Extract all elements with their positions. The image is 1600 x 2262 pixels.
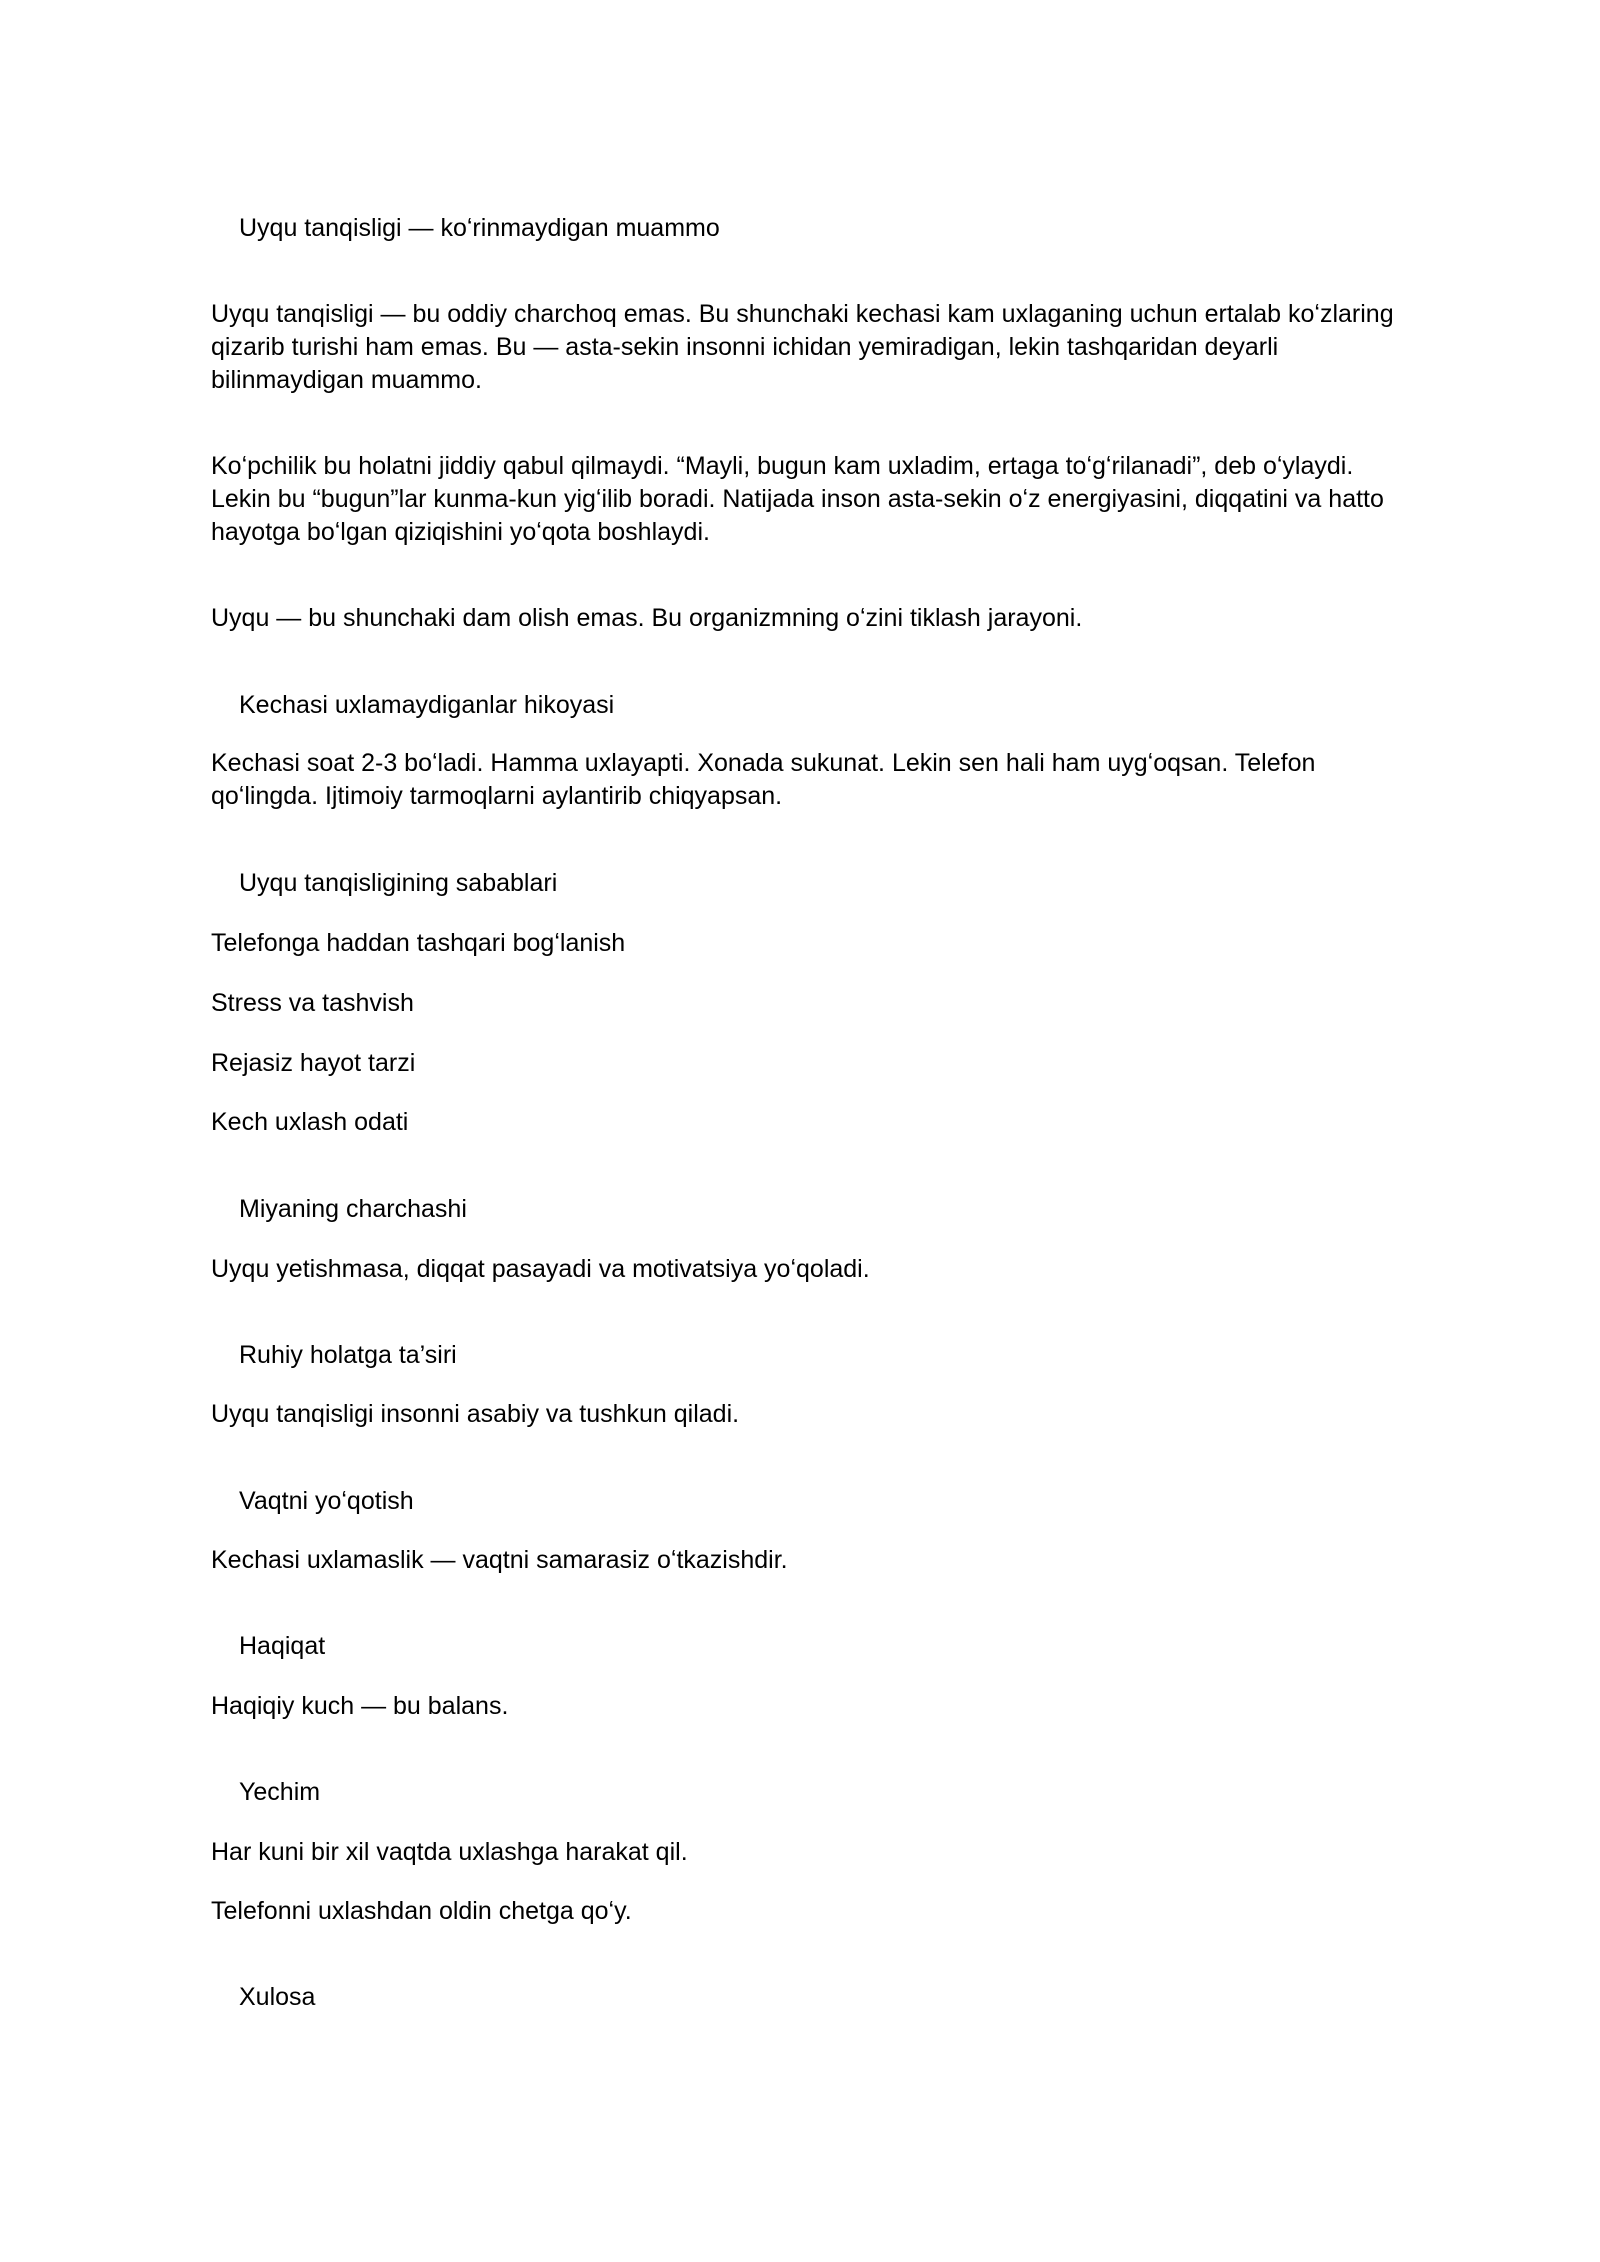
section-text-time: Kechasi uxlamaslik — vaqtni samarasiz oʻtkazishdir. xyxy=(211,1546,788,1574)
cause-item: Kech uxlash odati xyxy=(211,1108,409,1136)
cause-item: Telefonga haddan tashqari bogʻlanish xyxy=(211,929,626,957)
section-text-brain: Uyqu yetishmasa, diqqat pasayadi va motivatsiya yoʻqoladi. xyxy=(211,1255,870,1283)
section-heading-solution: Yechim xyxy=(239,1778,321,1806)
section-text-night: Kechasi soat 2-3 boʻladi. Hamma uxlayapti. Xonada sukunat. Lekin sen hali ham uygʻoqsan. Telefon qoʻlingda. Ijtimoiy tarmoqlarni aylantirib chiqyapsan. xyxy=(211,749,1316,810)
section-heading-truth: Haqiqat xyxy=(239,1632,326,1660)
section-text-truth: Haqiqiy kuch — bu balans. xyxy=(211,1692,509,1720)
section-heading-night: Kechasi uxlamaydiganlar hikoyasi xyxy=(239,691,615,719)
section-heading-conclusion: Xulosa xyxy=(239,1983,316,2011)
section-heading-brain: Miyaning charchashi xyxy=(239,1195,467,1223)
intro-paragraph-1: Uyqu tanqisligi — bu oddiy charchoq emas. Bu shunchaki kechasi kam uxlaganing uchun ertalab koʻzlaring qizarib turishi ham emas. Bu — asta-sekin insonni ichidan yemiradigan, lekin tashqaridan deyarli bilinmaydigan muammo. xyxy=(211,300,1394,394)
intro-paragraph-3: Uyqu — bu shunchaki dam olish emas. Bu organizmning oʻzini tiklash jarayoni. xyxy=(211,604,1083,632)
document-title: Uyqu tanqisligi — koʻrinmaydigan muammo xyxy=(239,214,720,242)
intro-paragraph-2: Koʻpchilik bu holatni jiddiy qabul qilmaydi. “Mayli, bugun kam uxladim, ertaga toʻgʻrilanadi”, deb oʻylaydi. Lekin bu “bugun”lar kunma-kun yigʻilib boradi. Natijada inson asta-sekin oʻz energiyasini, diqqatini va hatto hayotga boʻlgan qiziqishini yoʻqota boshlaydi. xyxy=(211,452,1384,546)
section-text-mental: Uyqu tanqisligi insonni asabiy va tushkun qiladi. xyxy=(211,1400,740,1428)
section-heading-mental: Ruhiy holatga ta’siri xyxy=(239,1341,457,1369)
section-heading-causes: Uyqu tanqisligining sabablari xyxy=(239,869,558,897)
solution-item: Har kuni bir xil vaqtda uxlashga harakat qil. xyxy=(211,1838,688,1866)
section-heading-time: Vaqtni yoʻqotish xyxy=(239,1487,414,1515)
cause-item: Stress va tashvish xyxy=(211,989,414,1017)
solution-item: Telefonni uxlashdan oldin chetga qoʻy. xyxy=(211,1897,632,1925)
cause-item: Rejasiz hayot tarzi xyxy=(211,1049,416,1077)
